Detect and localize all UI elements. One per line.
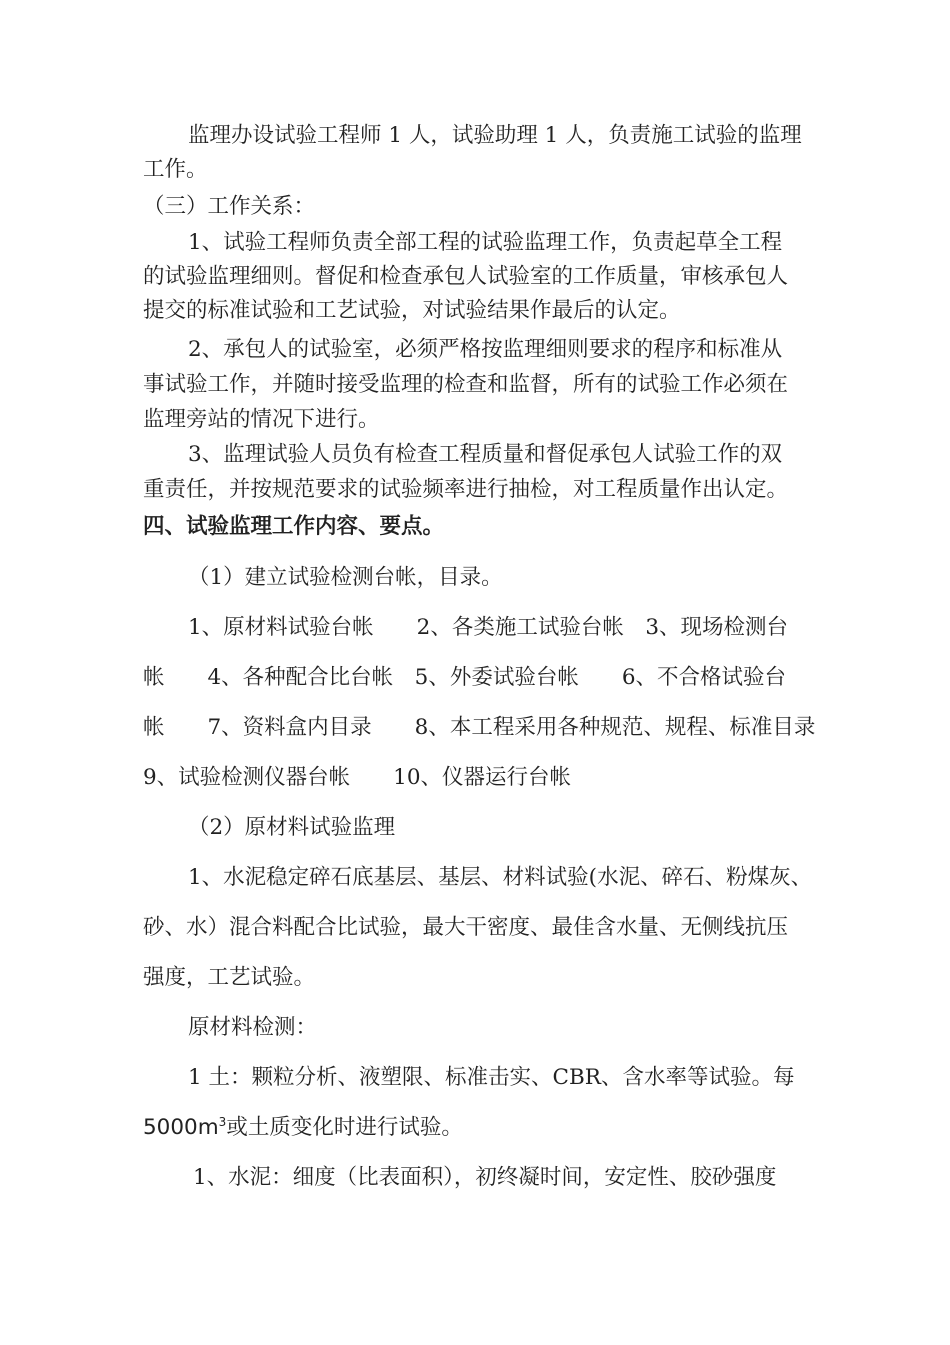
paragraph-line: 强度，工艺试验。: [143, 965, 316, 990]
paragraph-line: 工作。: [143, 157, 208, 182]
paragraph-line: 提交的标准试验和工艺试验，对试验结果作最后的认定。: [143, 298, 681, 323]
ledger-list-line: 1、原材料试验台帐 2、各类施工试验台帐 3、现场检测台: [188, 615, 789, 640]
paragraph-line: 的试验监理细则。督促和检查承包人试验室的工作质量，审核承包人: [143, 264, 789, 289]
paragraph-line: 重责任，并按规范要求的试验频率进行抽检，对工程质量作出认定。: [143, 477, 789, 502]
paragraph-line: 1、水泥：细度（比表面积），初终凝时间，安定性、胶砂强度: [193, 1165, 777, 1190]
subsection-heading: （1）建立试验检测台帐，目录。: [188, 565, 503, 590]
subsection-heading: （2）原材料试验监理: [188, 815, 396, 840]
paragraph-text: 或土质变化时进行试验。: [226, 1115, 463, 1140]
ledger-list-line: 帐 7、资料盒内目录 8、本工程采用各种规范、规程、标准目录: [143, 715, 816, 740]
ledger-list-line: 9、试验检测仪器台帐 10、仪器运行台帐: [143, 765, 572, 790]
paragraph-line: 砂、水）混合料配合比试验，最大干密度、最佳含水量、无侧线抗压: [143, 915, 789, 940]
paragraph-line: [143, 1113, 463, 1143]
superscript: 3: [218, 1114, 227, 1129]
section-heading: （三）工作关系：: [143, 194, 316, 219]
paragraph-line: 3、监理试验人员负有检查工程质量和督促承包人试验工作的双: [188, 442, 783, 467]
paragraph-line: 1、水泥稳定碎石底基层、基层、材料试验(水泥、碎石、粉煤灰、: [188, 865, 813, 890]
paragraph-line: 2、承包人的试验室，必须严格按监理细则要求的程序和标准从: [188, 337, 783, 362]
ledger-list-line: 帐 4、各种配合比台帐 5、外委试验台帐 6、不合格试验台: [143, 665, 787, 690]
paragraph-line: 1、试验工程师负责全部工程的试验监理工作，负责起草全工程: [188, 230, 783, 255]
paragraph-line: 事试验工作，并随时接受监理的检查和监督，所有的试验工作必须在: [143, 372, 789, 397]
subsection-heading: 原材料检测：: [188, 1015, 318, 1040]
quantity-number: 5000m: [143, 1115, 219, 1140]
paragraph-line: 监理办设试验工程师 1 人，试验助理 1 人，负责施工试验的监理: [188, 123, 802, 148]
section-heading-bold: 四、试验监理工作内容、要点。: [143, 514, 445, 539]
paragraph-line: 1 土：颗粒分析、液塑限、标准击实、CBR、含水率等试验。每: [188, 1065, 795, 1090]
paragraph-line: 监理旁站的情况下进行。: [143, 407, 380, 432]
